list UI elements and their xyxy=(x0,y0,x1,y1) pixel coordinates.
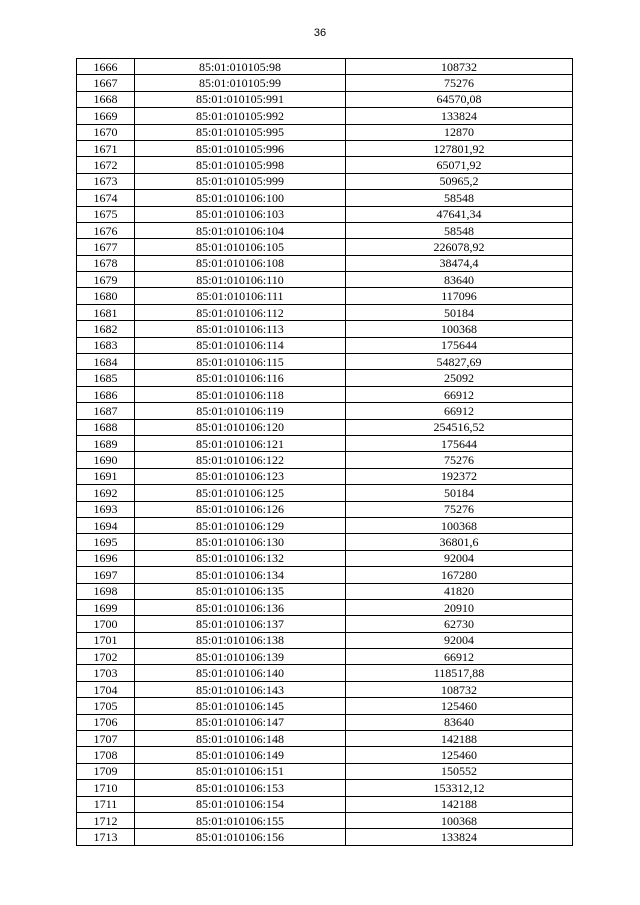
cadastral-number-cell: 85:01:010106:113 xyxy=(135,321,346,337)
row-number-cell: 1695 xyxy=(77,534,135,550)
row-number-cell: 1684 xyxy=(77,354,135,370)
cadastral-value-cell: 192372 xyxy=(346,468,573,484)
cadastral-number-cell: 85:01:010106:143 xyxy=(135,681,346,697)
table-row xyxy=(77,681,573,697)
table-row xyxy=(77,239,573,255)
cadastral-value-cell: 153312,12 xyxy=(346,780,573,796)
row-number-cell: 1709 xyxy=(77,763,135,779)
row-number-cell: 1712 xyxy=(77,812,135,828)
table-row xyxy=(77,649,573,665)
cadastral-value-cell: 36801,6 xyxy=(346,534,573,550)
table-row xyxy=(77,370,573,386)
cadastral-number-cell: 85:01:010106:111 xyxy=(135,288,346,304)
table-row xyxy=(77,583,573,599)
row-number-cell: 1697 xyxy=(77,567,135,583)
cadastral-number-cell: 85:01:010106:103 xyxy=(135,206,346,222)
table-row xyxy=(77,812,573,828)
row-number-cell: 1677 xyxy=(77,239,135,255)
cadastral-value-cell: 127801,92 xyxy=(346,140,573,156)
cadastral-value-cell: 66912 xyxy=(346,403,573,419)
cadastral-number-cell: 85:01:010106:129 xyxy=(135,517,346,533)
row-number-cell: 1713 xyxy=(77,829,135,845)
row-number-cell: 1702 xyxy=(77,649,135,665)
row-number-cell: 1687 xyxy=(77,403,135,419)
cadastral-value-cell: 25092 xyxy=(346,370,573,386)
cadastral-value-cell: 58548 xyxy=(346,222,573,238)
table-row xyxy=(77,108,573,124)
cadastral-number-cell: 85:01:010106:115 xyxy=(135,354,346,370)
cadastral-value-cell: 38474,4 xyxy=(346,255,573,271)
table-row xyxy=(77,173,573,189)
table-row xyxy=(77,567,573,583)
cadastral-number-cell: 85:01:010105:98 xyxy=(135,59,346,75)
row-number-cell: 1710 xyxy=(77,780,135,796)
table-row xyxy=(77,91,573,107)
row-number-cell: 1691 xyxy=(77,468,135,484)
cadastral-value-cell: 167280 xyxy=(346,567,573,583)
cadastral-number-cell: 85:01:010105:998 xyxy=(135,157,346,173)
row-number-cell: 1693 xyxy=(77,501,135,517)
cadastral-value-cell: 65071,92 xyxy=(346,157,573,173)
cadastral-value-cell: 66912 xyxy=(346,386,573,402)
cadastral-number-cell: 85:01:010106:134 xyxy=(135,567,346,583)
row-number-cell: 1694 xyxy=(77,517,135,533)
row-number-cell: 1700 xyxy=(77,616,135,632)
table-row xyxy=(77,698,573,714)
row-number-cell: 1678 xyxy=(77,255,135,271)
table-body xyxy=(77,59,573,846)
cadastral-number-cell: 85:01:010106:125 xyxy=(135,485,346,501)
cadastral-value-cell: 117096 xyxy=(346,288,573,304)
row-number-cell: 1711 xyxy=(77,796,135,812)
cadastral-number-cell: 85:01:010106:154 xyxy=(135,796,346,812)
table-row xyxy=(77,124,573,140)
table-row xyxy=(77,452,573,468)
cadastral-value-cell: 92004 xyxy=(346,632,573,648)
table-row xyxy=(77,337,573,353)
cadastral-value-cell: 66912 xyxy=(346,649,573,665)
cadastral-number-cell: 85:01:010105:991 xyxy=(135,91,346,107)
cadastral-number-cell: 85:01:010106:139 xyxy=(135,649,346,665)
table-row xyxy=(77,501,573,517)
cadastral-number-cell: 85:01:010106:130 xyxy=(135,534,346,550)
table-row xyxy=(77,386,573,402)
row-number-cell: 1696 xyxy=(77,550,135,566)
row-number-cell: 1708 xyxy=(77,747,135,763)
table-row xyxy=(77,435,573,451)
cadastral-number-cell: 85:01:010106:120 xyxy=(135,419,346,435)
page-number: 36 xyxy=(313,27,327,39)
cadastral-number-cell: 85:01:010106:110 xyxy=(135,272,346,288)
cadastral-value-cell: 133824 xyxy=(346,108,573,124)
cadastral-number-cell: 85:01:010105:99 xyxy=(135,75,346,91)
cadastral-value-cell: 100368 xyxy=(346,517,573,533)
table-row xyxy=(77,714,573,730)
cadastral-number-cell: 85:01:010106:104 xyxy=(135,222,346,238)
cadastral-value-cell: 54827,69 xyxy=(346,354,573,370)
cadastral-value-cell: 100368 xyxy=(346,812,573,828)
table-row xyxy=(77,534,573,550)
cadastral-value-cell: 12870 xyxy=(346,124,573,140)
table-row xyxy=(77,829,573,845)
cadastral-value-cell: 64570,08 xyxy=(346,91,573,107)
cadastral-value-cell: 175644 xyxy=(346,435,573,451)
row-number-cell: 1703 xyxy=(77,665,135,681)
cadastral-number-cell: 85:01:010106:116 xyxy=(135,370,346,386)
cadastral-value-cell: 125460 xyxy=(346,747,573,763)
table-row xyxy=(77,517,573,533)
row-number-cell: 1666 xyxy=(77,59,135,75)
cadastral-number-cell: 85:01:010105:996 xyxy=(135,140,346,156)
row-number-cell: 1698 xyxy=(77,583,135,599)
row-number-cell: 1679 xyxy=(77,272,135,288)
cadastral-number-cell: 85:01:010106:119 xyxy=(135,403,346,419)
cadastral-number-cell: 85:01:010106:123 xyxy=(135,468,346,484)
cadastral-number-cell: 85:01:010106:126 xyxy=(135,501,346,517)
row-number-cell: 1688 xyxy=(77,419,135,435)
row-number-cell: 1706 xyxy=(77,714,135,730)
row-number-cell: 1680 xyxy=(77,288,135,304)
row-number-cell: 1675 xyxy=(77,206,135,222)
table-row xyxy=(77,747,573,763)
cadastral-number-cell: 85:01:010106:138 xyxy=(135,632,346,648)
cadastral-value-cell: 92004 xyxy=(346,550,573,566)
cadastral-value-cell: 50184 xyxy=(346,304,573,320)
table-row xyxy=(77,468,573,484)
cadastral-number-cell: 85:01:010106:132 xyxy=(135,550,346,566)
cadastral-value-cell: 83640 xyxy=(346,272,573,288)
table-row xyxy=(77,190,573,206)
table-row xyxy=(77,140,573,156)
cadastral-number-cell: 85:01:010106:147 xyxy=(135,714,346,730)
table-row xyxy=(77,485,573,501)
cadastral-number-cell: 85:01:010106:122 xyxy=(135,452,346,468)
cadastral-number-cell: 85:01:010106:151 xyxy=(135,763,346,779)
cadastral-value-cell: 75276 xyxy=(346,452,573,468)
table-row xyxy=(77,665,573,681)
table-row xyxy=(77,550,573,566)
cadastral-value-cell: 100368 xyxy=(346,321,573,337)
cadastral-value-cell: 50184 xyxy=(346,485,573,501)
cadastral-number-cell: 85:01:010106:105 xyxy=(135,239,346,255)
row-number-cell: 1667 xyxy=(77,75,135,91)
cadastral-value-cell: 83640 xyxy=(346,714,573,730)
table-row xyxy=(77,222,573,238)
row-number-cell: 1701 xyxy=(77,632,135,648)
row-number-cell: 1686 xyxy=(77,386,135,402)
row-number-cell: 1690 xyxy=(77,452,135,468)
table-row xyxy=(77,780,573,796)
cadastral-value-cell: 62730 xyxy=(346,616,573,632)
cadastral-value-cell: 41820 xyxy=(346,583,573,599)
cadastral-number-cell: 85:01:010106:145 xyxy=(135,698,346,714)
cadastral-number-cell: 85:01:010105:992 xyxy=(135,108,346,124)
table-row xyxy=(77,255,573,271)
table-row xyxy=(77,59,573,75)
row-number-cell: 1704 xyxy=(77,681,135,697)
row-number-cell: 1683 xyxy=(77,337,135,353)
row-number-cell: 1707 xyxy=(77,731,135,747)
cadastral-number-cell: 85:01:010106:153 xyxy=(135,780,346,796)
table-row xyxy=(77,763,573,779)
table-row xyxy=(77,288,573,304)
cadastral-value-cell: 118517,88 xyxy=(346,665,573,681)
cadastral-value-cell: 47641,34 xyxy=(346,206,573,222)
cadastral-number-cell: 85:01:010105:995 xyxy=(135,124,346,140)
row-number-cell: 1672 xyxy=(77,157,135,173)
table-row xyxy=(77,157,573,173)
cadastral-number-cell: 85:01:010106:140 xyxy=(135,665,346,681)
cadastral-value-table xyxy=(76,58,573,846)
cadastral-number-cell: 85:01:010106:108 xyxy=(135,255,346,271)
cadastral-value-cell: 175644 xyxy=(346,337,573,353)
cadastral-number-cell: 85:01:010106:148 xyxy=(135,731,346,747)
row-number-cell: 1682 xyxy=(77,321,135,337)
table-row xyxy=(77,731,573,747)
table-row xyxy=(77,616,573,632)
cadastral-value-cell: 108732 xyxy=(346,681,573,697)
cadastral-number-cell: 85:01:010106:136 xyxy=(135,599,346,615)
cadastral-number-cell: 85:01:010106:112 xyxy=(135,304,346,320)
cadastral-number-cell: 85:01:010106:114 xyxy=(135,337,346,353)
row-number-cell: 1673 xyxy=(77,173,135,189)
cadastral-number-cell: 85:01:010106:149 xyxy=(135,747,346,763)
table-row xyxy=(77,632,573,648)
cadastral-number-cell: 85:01:010106:121 xyxy=(135,435,346,451)
cadastral-number-cell: 85:01:010106:137 xyxy=(135,616,346,632)
row-number-cell: 1670 xyxy=(77,124,135,140)
cadastral-value-cell: 254516,52 xyxy=(346,419,573,435)
cadastral-number-cell: 85:01:010106:156 xyxy=(135,829,346,845)
row-number-cell: 1681 xyxy=(77,304,135,320)
cadastral-value-cell: 133824 xyxy=(346,829,573,845)
cadastral-number-cell: 85:01:010106:155 xyxy=(135,812,346,828)
table-row xyxy=(77,304,573,320)
cadastral-value-cell: 150552 xyxy=(346,763,573,779)
row-number-cell: 1671 xyxy=(77,140,135,156)
row-number-cell: 1705 xyxy=(77,698,135,714)
cadastral-number-cell: 85:01:010106:135 xyxy=(135,583,346,599)
row-number-cell: 1689 xyxy=(77,435,135,451)
cadastral-value-cell: 50965,2 xyxy=(346,173,573,189)
cadastral-value-cell: 20910 xyxy=(346,599,573,615)
cadastral-value-cell: 108732 xyxy=(346,59,573,75)
cadastral-value-cell: 75276 xyxy=(346,501,573,517)
row-number-cell: 1668 xyxy=(77,91,135,107)
row-number-cell: 1692 xyxy=(77,485,135,501)
cadastral-number-cell: 85:01:010105:999 xyxy=(135,173,346,189)
cadastral-value-cell: 125460 xyxy=(346,698,573,714)
table-row xyxy=(77,354,573,370)
cadastral-value-cell: 142188 xyxy=(346,796,573,812)
row-number-cell: 1674 xyxy=(77,190,135,206)
table-row xyxy=(77,75,573,91)
row-number-cell: 1669 xyxy=(77,108,135,124)
table-row xyxy=(77,321,573,337)
cadastral-number-cell: 85:01:010106:100 xyxy=(135,190,346,206)
table-row xyxy=(77,272,573,288)
row-number-cell: 1676 xyxy=(77,222,135,238)
row-number-cell: 1699 xyxy=(77,599,135,615)
table-row xyxy=(77,206,573,222)
table-row xyxy=(77,796,573,812)
cadastral-value-cell: 226078,92 xyxy=(346,239,573,255)
cadastral-value-cell: 58548 xyxy=(346,190,573,206)
table-row xyxy=(77,419,573,435)
table-row xyxy=(77,403,573,419)
cadastral-number-cell: 85:01:010106:118 xyxy=(135,386,346,402)
cadastral-value-cell: 75276 xyxy=(346,75,573,91)
cadastral-value-cell: 142188 xyxy=(346,731,573,747)
table-row xyxy=(77,599,573,615)
row-number-cell: 1685 xyxy=(77,370,135,386)
